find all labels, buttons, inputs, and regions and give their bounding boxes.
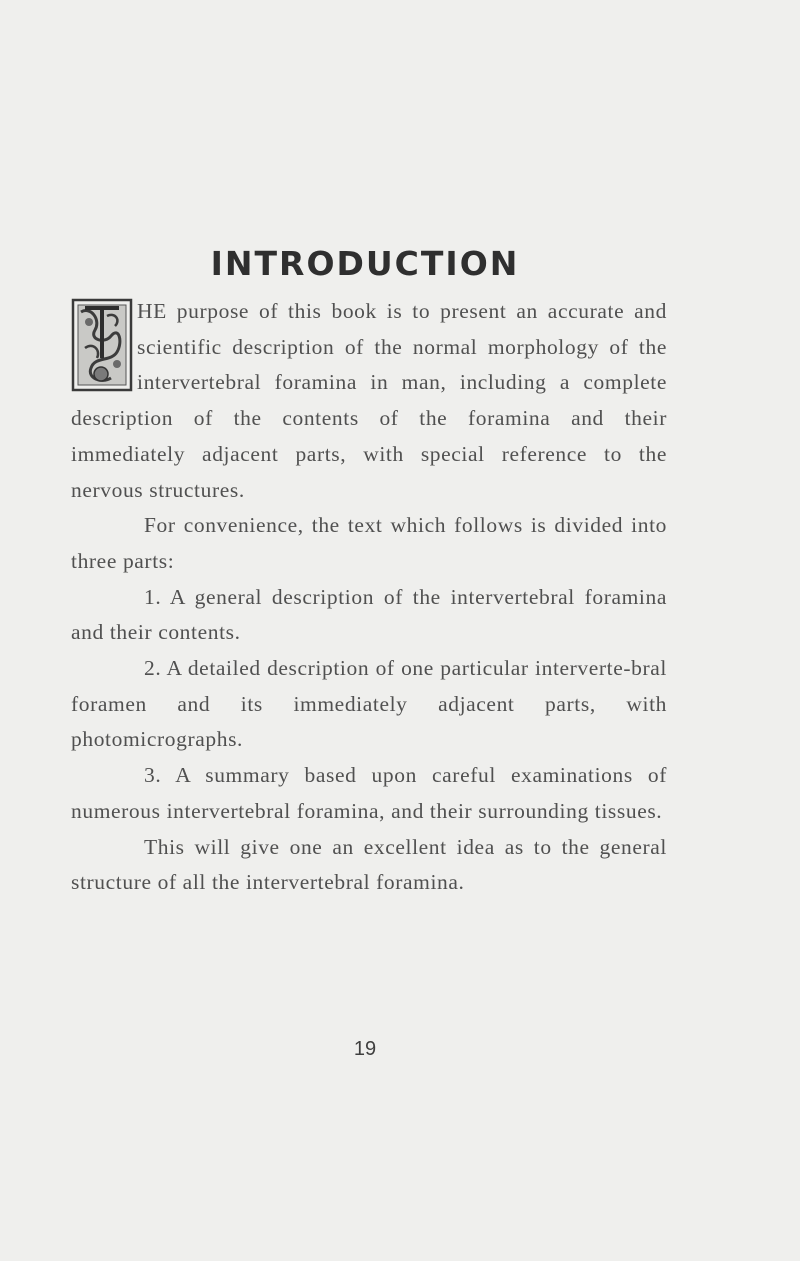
chapter-heading: INTRODUCTION [210, 244, 520, 283]
intro-paragraph [71, 294, 667, 508]
drop-cap-ornament [71, 298, 133, 392]
list-item-2: 2. A detailed description of one particular interverte-bral foramen and its immediately adjacent parts, with photomicrographs. [71, 656, 667, 752]
intro-text: HE purpose of this book is to present an accurate and scientific description of the normal morphology of the intervertebral foramina in man, including a complete description of the contents of the foramina and their immediately adjacent parts, with special reference to the nervous structures. [71, 299, 667, 502]
page-number: 19 [353, 1038, 377, 1060]
closing-paragraph: This will give one an excellent idea as to the general structure of all the intervertebral foramina. [71, 834, 667, 895]
list-item-3: 3. A summary based upon careful examinations of numerous intervertebral foramina, and their surrounding tissues. [71, 763, 667, 823]
list-item-1: 1. A general description of the intervertebral foramina and their contents. [71, 584, 667, 645]
convenience-paragraph: For convenience, the text which follows is divided into three parts: [71, 513, 667, 573]
body-text [71, 294, 667, 901]
